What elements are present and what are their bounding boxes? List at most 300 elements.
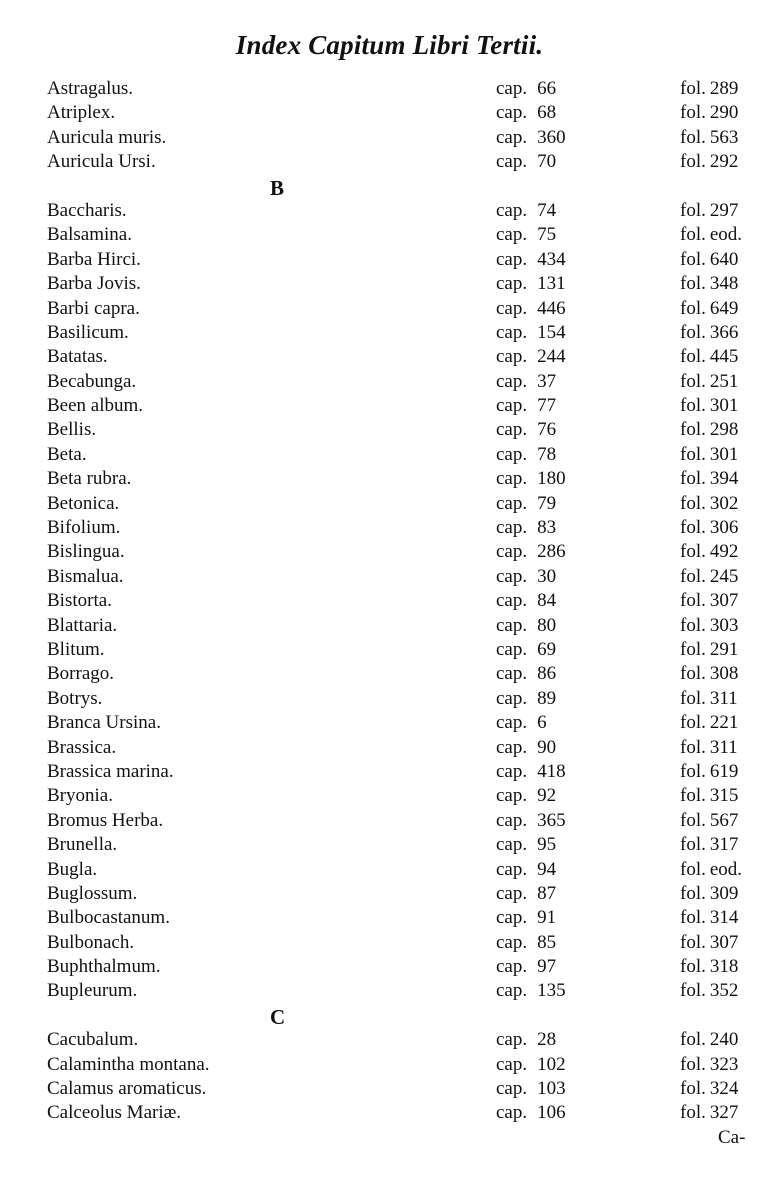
- folio-ref: [680, 371, 738, 393]
- folio-ref: [680, 468, 738, 490]
- entry-name: Buphthalmum.: [47, 956, 161, 978]
- folio-number: 240: [709, 1029, 739, 1051]
- index-entry: [0, 127, 779, 151]
- chapter-ref: [496, 663, 556, 685]
- chapter-label: cap.: [496, 760, 528, 782]
- chapter-number: 30: [537, 565, 557, 587]
- chapter-ref: [496, 517, 556, 539]
- chapter-number: 85: [537, 931, 557, 953]
- folio-number: 307: [709, 931, 739, 953]
- chapter-label: cap.: [496, 687, 528, 709]
- folio-ref: [680, 688, 738, 710]
- chapter-label: cap.: [496, 1102, 528, 1124]
- chapter-ref: [496, 273, 566, 295]
- folio-ref: [680, 980, 738, 1002]
- catchword: Ca-: [718, 1127, 746, 1148]
- folio-label: fol.: [680, 370, 706, 392]
- chapter-number: 28: [537, 1029, 557, 1051]
- folio-ref: [680, 102, 738, 124]
- folio-label: fol.: [680, 809, 706, 831]
- chapter-ref: [496, 907, 556, 929]
- chapter-number: 66: [537, 78, 557, 99]
- folio-number: 309: [709, 882, 739, 904]
- folio-number: 306: [709, 517, 739, 539]
- entry-name: Brassica.: [47, 736, 117, 758]
- folio-ref: [680, 639, 738, 661]
- chapter-ref: [496, 834, 556, 856]
- folio-ref: [680, 322, 738, 344]
- chapter-number: 434: [537, 248, 566, 270]
- chapter-ref: [496, 590, 556, 612]
- chapter-number: 446: [537, 297, 566, 319]
- entry-name: Beta rubra.: [47, 468, 132, 490]
- chapter-number: 103: [537, 1078, 566, 1100]
- chapter-number: 90: [537, 736, 557, 758]
- entry-name: Bulbonach.: [47, 931, 135, 953]
- folio-label: fol.: [680, 980, 706, 1002]
- entry-name: Bistorta.: [47, 590, 112, 612]
- entry-name: Barba Hirci.: [47, 248, 141, 270]
- folio-label: fol.: [680, 248, 706, 270]
- folio-label: fol.: [680, 785, 706, 807]
- entry-name: Bismalua.: [47, 565, 124, 587]
- chapter-ref: [496, 102, 556, 124]
- folio-number: 394: [709, 468, 739, 490]
- folio-number: 323: [709, 1053, 739, 1075]
- folio-ref: [680, 151, 738, 173]
- folio-label: fol.: [680, 346, 706, 368]
- chapter-ref: [496, 785, 556, 807]
- entry-name: Baccharis.: [47, 199, 127, 221]
- index-entry: [0, 224, 779, 248]
- folio-number: 298: [709, 419, 739, 441]
- chapter-ref: [496, 810, 566, 832]
- folio-label: fol.: [680, 151, 706, 173]
- chapter-number: 94: [537, 858, 557, 880]
- chapter-label: cap.: [496, 517, 528, 539]
- folio-label: fol.: [680, 492, 706, 514]
- chapter-ref: [496, 371, 556, 393]
- entry-name: Atriplex.: [47, 102, 116, 124]
- folio-number: 307: [709, 590, 739, 612]
- folio-number: 318: [709, 956, 739, 978]
- index-entry: [0, 1102, 779, 1126]
- chapter-label: cap.: [496, 638, 528, 660]
- index-entry: [0, 395, 779, 419]
- index-entry: [0, 712, 779, 736]
- chapter-number: 70: [537, 151, 557, 173]
- chapter-label: cap.: [496, 565, 528, 587]
- chapter-ref: [496, 298, 566, 320]
- folio-label: fol.: [680, 1053, 706, 1075]
- index-entry: [0, 639, 779, 663]
- folio-number: 352: [709, 980, 739, 1002]
- chapter-ref: [496, 688, 556, 710]
- index-entry: [0, 419, 779, 443]
- chapter-label: cap.: [496, 419, 528, 441]
- folio-number: 301: [709, 395, 739, 417]
- chapter-label: cap.: [496, 443, 528, 465]
- chapter-label: cap.: [496, 224, 528, 246]
- folio-number: 221: [709, 712, 739, 734]
- folio-label: fol.: [680, 102, 706, 124]
- entry-name: Basilicum.: [47, 321, 129, 343]
- chapter-ref: [496, 737, 556, 759]
- folio-number: 567: [709, 809, 739, 831]
- chapter-label: cap.: [496, 199, 528, 221]
- folio-ref: [680, 249, 738, 271]
- index-entry: [0, 298, 779, 322]
- section-letter: C: [270, 1004, 286, 1029]
- entry-name: Batatas.: [47, 346, 108, 368]
- entry-name: Brunella.: [47, 834, 118, 856]
- chapter-number: 365: [537, 809, 566, 831]
- folio-ref: [680, 712, 738, 734]
- folio-label: fol.: [680, 638, 706, 660]
- folio-ref: [680, 493, 738, 515]
- folio-ref: [680, 615, 738, 637]
- folio-number: 315: [709, 785, 739, 807]
- entry-name: Blattaria.: [47, 614, 118, 636]
- chapter-ref: [496, 980, 566, 1002]
- chapter-label: cap.: [496, 614, 528, 636]
- page-title: Index Capitum Libri Tertii.: [235, 30, 544, 60]
- entry-name: Bifolium.: [47, 517, 121, 539]
- folio-label: fol.: [680, 468, 706, 490]
- folio-number: eod.: [709, 858, 743, 880]
- chapter-number: 135: [537, 980, 566, 1002]
- chapter-number: 360: [537, 126, 566, 148]
- folio-ref: [680, 273, 738, 295]
- chapter-number: 78: [537, 443, 557, 465]
- chapter-number: 91: [537, 907, 557, 929]
- chapter-ref: [496, 761, 566, 783]
- index-entry: [0, 1054, 779, 1078]
- folio-ref: [680, 761, 738, 783]
- chapter-ref: [496, 322, 566, 344]
- chapter-label: cap.: [496, 1053, 528, 1075]
- section-letter: B: [270, 175, 285, 200]
- folio-ref: [680, 834, 738, 856]
- chapter-ref: [496, 1054, 566, 1076]
- folio-label: fol.: [680, 1029, 706, 1051]
- chapter-ref: [496, 493, 556, 515]
- entry-name: Astragalus.: [47, 78, 134, 99]
- chapter-ref: [496, 127, 566, 149]
- folio-number: 366: [709, 321, 739, 343]
- chapter-number: 74: [537, 199, 557, 221]
- index-entry: [0, 517, 779, 541]
- folio-label: fol.: [680, 419, 706, 441]
- folio-label: fol.: [680, 1078, 706, 1100]
- chapter-ref: [496, 1102, 566, 1124]
- folio-label: fol.: [680, 663, 706, 685]
- chapter-number: 418: [537, 760, 566, 782]
- entry-name: Bislingua.: [47, 541, 125, 563]
- chapter-number: 79: [537, 492, 557, 514]
- folio-number: 619: [709, 760, 739, 782]
- index-entry: [0, 810, 779, 834]
- folio-label: fol.: [680, 882, 706, 904]
- chapter-label: cap.: [496, 858, 528, 880]
- entry-name: Barba Jovis.: [47, 273, 141, 295]
- chapter-number: 80: [537, 614, 557, 636]
- folio-label: fol.: [680, 565, 706, 587]
- chapter-number: 92: [537, 785, 557, 807]
- entry-name: Branca Ursina.: [47, 712, 161, 734]
- folio-number: 308: [709, 663, 739, 685]
- chapter-ref: [496, 956, 556, 978]
- chapter-ref: [496, 78, 556, 100]
- index-entry: [0, 688, 779, 712]
- chapter-label: cap.: [496, 663, 528, 685]
- index-entry: [0, 590, 779, 614]
- folio-label: fol.: [680, 273, 706, 295]
- folio-ref: [680, 956, 738, 978]
- chapter-label: cap.: [496, 151, 528, 173]
- folio-ref: [680, 346, 738, 368]
- folio-ref: [680, 566, 738, 588]
- index-entry: [0, 322, 779, 346]
- chapter-number: 76: [537, 419, 557, 441]
- chapter-label: cap.: [496, 395, 528, 417]
- folio-number: 245: [709, 565, 739, 587]
- folio-number: 311: [709, 687, 738, 709]
- folio-label: fol.: [680, 1102, 706, 1124]
- folio-ref: [680, 1102, 738, 1124]
- folio-label: fol.: [680, 126, 706, 148]
- folio-label: fol.: [680, 297, 706, 319]
- folio-label: fol.: [680, 736, 706, 758]
- chapter-ref: [496, 615, 556, 637]
- chapter-label: cap.: [496, 956, 528, 978]
- folio-number: 290: [709, 102, 739, 124]
- entry-name: Bryonia.: [47, 785, 113, 807]
- index-entry: [0, 78, 779, 102]
- chapter-number: 131: [537, 273, 566, 295]
- folio-number: 317: [709, 834, 739, 856]
- folio-label: fol.: [680, 321, 706, 343]
- chapter-label: cap.: [496, 931, 528, 953]
- folio-number: 314: [709, 907, 739, 929]
- folio-number: 492: [709, 541, 739, 563]
- entry-name: Calamus aromaticus.: [47, 1078, 207, 1100]
- folio-label: fol.: [680, 199, 706, 221]
- chapter-number: 89: [537, 687, 557, 709]
- chapter-label: cap.: [496, 834, 528, 856]
- chapter-ref: [496, 932, 556, 954]
- entry-name: Auricula Ursi.: [47, 151, 156, 173]
- chapter-label: cap.: [496, 882, 528, 904]
- folio-number: 563: [709, 126, 739, 148]
- folio-label: fol.: [680, 858, 706, 880]
- entry-name: Been album.: [47, 395, 144, 417]
- folio-number: 292: [709, 151, 739, 173]
- index-entry: [0, 371, 779, 395]
- folio-number: 649: [709, 297, 739, 319]
- chapter-number: 6: [537, 712, 547, 734]
- folio-ref: [680, 1054, 738, 1076]
- index-entry: [0, 859, 779, 883]
- entry-name: Bulbocastanum.: [47, 907, 170, 929]
- chapter-number: 286: [537, 541, 566, 563]
- chapter-number: 154: [537, 321, 566, 343]
- folio-number: 251: [709, 370, 739, 392]
- entry-name: Calamintha montana.: [47, 1053, 210, 1075]
- chapter-label: cap.: [496, 468, 528, 490]
- folio-label: fol.: [680, 224, 706, 246]
- chapter-ref: [496, 346, 566, 368]
- folio-ref: [680, 419, 738, 441]
- section-heading-row: [0, 1005, 779, 1029]
- chapter-label: cap.: [496, 346, 528, 368]
- folio-label: fol.: [680, 590, 706, 612]
- index-entry: [0, 615, 779, 639]
- index-entry: [0, 785, 779, 809]
- folio-ref: [680, 298, 738, 320]
- chapter-label: cap.: [496, 712, 528, 734]
- entry-name: Blitum.: [47, 638, 105, 660]
- folio-ref: [680, 517, 738, 539]
- chapter-number: 83: [537, 517, 557, 539]
- entry-name: Bromus Herba.: [47, 809, 164, 831]
- chapter-ref: [496, 224, 556, 246]
- chapter-ref: [496, 541, 566, 563]
- chapter-ref: [496, 1078, 566, 1100]
- folio-label: fol.: [680, 907, 706, 929]
- folio-label: fol.: [680, 760, 706, 782]
- index-entry: [0, 468, 779, 492]
- section-heading-row: [0, 176, 779, 200]
- folio-number: 291: [709, 638, 739, 660]
- folio-ref: [680, 444, 738, 466]
- chapter-label: cap.: [496, 321, 528, 343]
- chapter-number: 95: [537, 834, 557, 856]
- entry-name: Barbi capra.: [47, 297, 140, 319]
- folio-label: fol.: [680, 517, 706, 539]
- entry-name: Betonica.: [47, 492, 120, 514]
- folio-number: 297: [709, 199, 739, 221]
- chapter-number: 84: [537, 590, 557, 612]
- index-entry: [0, 737, 779, 761]
- chapter-number: 86: [537, 663, 557, 685]
- chapter-ref: [496, 200, 556, 222]
- folio-ref: [680, 932, 738, 954]
- folio-label: fol.: [680, 78, 706, 99]
- entry-name: Bugla.: [47, 858, 98, 880]
- index-entry: [0, 663, 779, 687]
- folio-label: fol.: [680, 443, 706, 465]
- index-entry: [0, 493, 779, 517]
- index-entry: [0, 956, 779, 980]
- index-entry: [0, 883, 779, 907]
- folio-ref: [680, 78, 738, 100]
- folio-number: eod.: [709, 224, 743, 246]
- index-entry: [0, 566, 779, 590]
- chapter-number: 77: [537, 395, 557, 417]
- index-list: [0, 78, 779, 1127]
- folio-number: 348: [709, 273, 739, 295]
- chapter-ref: [496, 712, 547, 734]
- entry-name: Cacubalum.: [47, 1029, 139, 1051]
- chapter-ref: [496, 566, 556, 588]
- chapter-number: 87: [537, 882, 557, 904]
- index-entry: [0, 907, 779, 931]
- folio-label: fol.: [680, 541, 706, 563]
- folio-number: 324: [709, 1078, 739, 1100]
- chapter-ref: [496, 468, 566, 490]
- folio-ref: [680, 541, 738, 563]
- folio-label: fol.: [680, 712, 706, 734]
- chapter-label: cap.: [496, 248, 528, 270]
- folio-number: 327: [709, 1102, 739, 1124]
- entry-name: Brassica marina.: [47, 760, 174, 782]
- chapter-label: cap.: [496, 907, 528, 929]
- folio-ref: [680, 859, 742, 881]
- chapter-ref: [496, 444, 556, 466]
- chapter-ref: [496, 859, 556, 881]
- chapter-ref: [496, 151, 556, 173]
- folio-ref: [680, 663, 738, 685]
- chapter-number: 75: [537, 224, 557, 246]
- entry-name: Botrys.: [47, 687, 103, 709]
- entry-name: Becabunga.: [47, 370, 137, 392]
- chapter-ref: [496, 1029, 556, 1051]
- folio-ref: [680, 785, 738, 807]
- folio-ref: [680, 127, 738, 149]
- folio-ref: [680, 1078, 738, 1100]
- chapter-label: cap.: [496, 1029, 528, 1051]
- folio-number: 640: [709, 248, 739, 270]
- chapter-label: cap.: [496, 370, 528, 392]
- chapter-label: cap.: [496, 78, 528, 99]
- chapter-number: 97: [537, 956, 557, 978]
- chapter-number: 106: [537, 1102, 566, 1124]
- folio-ref: [680, 224, 742, 246]
- index-entry: [0, 932, 779, 956]
- index-entry: [0, 444, 779, 468]
- folio-ref: [680, 810, 738, 832]
- folio-label: fol.: [680, 687, 706, 709]
- index-entry: [0, 980, 779, 1004]
- entry-name: Bupleurum.: [47, 980, 138, 1002]
- index-entry: [0, 541, 779, 565]
- folio-ref: [680, 1029, 738, 1051]
- folio-label: fol.: [680, 931, 706, 953]
- folio-label: fol.: [680, 614, 706, 636]
- folio-ref: [680, 590, 738, 612]
- index-entry: [0, 249, 779, 273]
- index-entry: [0, 346, 779, 370]
- chapter-label: cap.: [496, 1078, 528, 1100]
- chapter-label: cap.: [496, 492, 528, 514]
- folio-ref: [680, 395, 738, 417]
- folio-ref: [680, 737, 738, 759]
- index-entry: [0, 273, 779, 297]
- chapter-label: cap.: [496, 273, 528, 295]
- chapter-label: cap.: [496, 809, 528, 831]
- folio-number: 301: [709, 443, 739, 465]
- chapter-label: cap.: [496, 736, 528, 758]
- chapter-label: cap.: [496, 102, 528, 124]
- chapter-ref: [496, 883, 556, 905]
- entry-name: Borrago.: [47, 663, 115, 685]
- index-entry: [0, 834, 779, 858]
- chapter-number: 244: [537, 346, 566, 368]
- folio-ref: [680, 907, 738, 929]
- index-entry: [0, 1078, 779, 1102]
- folio-number: 311: [709, 736, 738, 758]
